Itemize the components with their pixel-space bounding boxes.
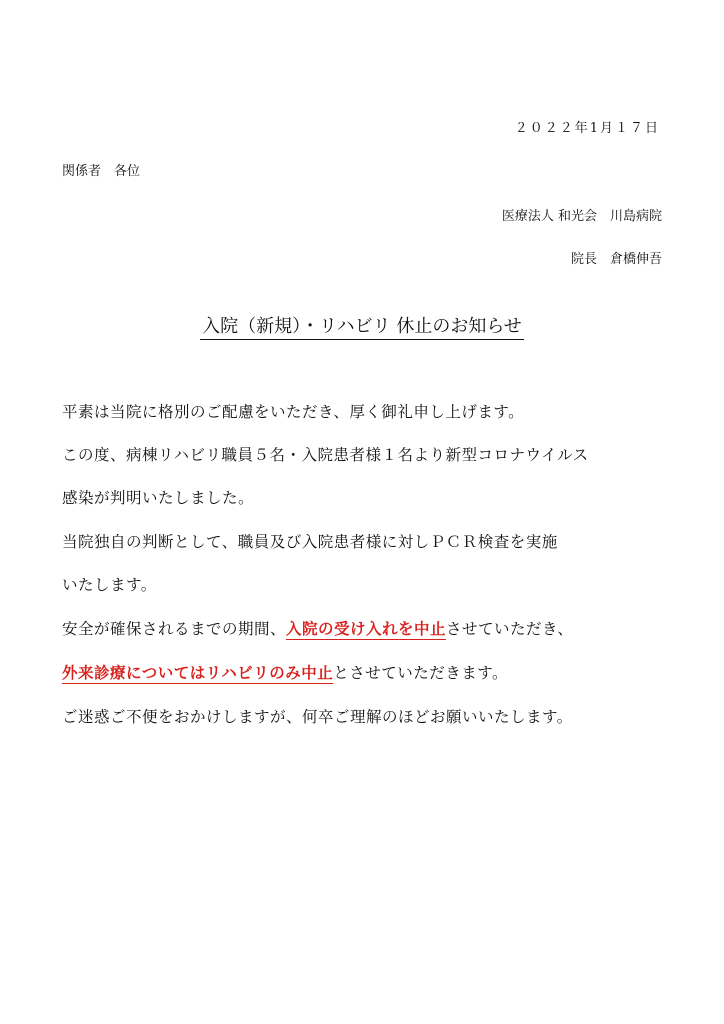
document-date: ２０２２年1月１７日 xyxy=(514,121,660,136)
body-line: 感染が判明いたしました。 xyxy=(62,489,255,507)
notice-title-text: 入院（新規）・リハビリ 休止のお知らせ xyxy=(200,316,524,340)
body-text: 安全が確保されるまでの期間、 xyxy=(62,620,287,638)
body-text: させていただき、 xyxy=(446,620,574,638)
highlight-rehab-suspended: 外来診療についてはリハビリのみ中止 xyxy=(62,663,334,682)
body-text: とさせていただきます。 xyxy=(333,664,508,682)
notice-title xyxy=(0,312,724,338)
addressee: 関係者 各位 xyxy=(62,164,141,179)
sender-organization: 医療法人 和光会 川島病院 xyxy=(501,209,662,224)
body-line xyxy=(62,661,508,683)
sender-director: 院長 倉橋伸吾 xyxy=(570,252,662,267)
body-line: 当院独自の判断として、職員及び入院患者様に対しＰＣＲ検査を実施 xyxy=(62,533,558,551)
body-line: ご迷惑ご不便をおかけしますが、何卒ご理解のほどお願いいたします。 xyxy=(62,708,573,726)
body-line: この度、病棟リハビリ職員５名・入院患者様１名より新型コロナウイルス xyxy=(62,446,589,464)
body-line: 平素は当院に格別のご配慮をいただき、厚く御礼申し上げます。 xyxy=(62,403,525,421)
body-line: いたします。 xyxy=(62,576,157,594)
body-line xyxy=(62,617,573,639)
highlight-admission-suspended: 入院の受け入れを中止 xyxy=(286,619,447,638)
